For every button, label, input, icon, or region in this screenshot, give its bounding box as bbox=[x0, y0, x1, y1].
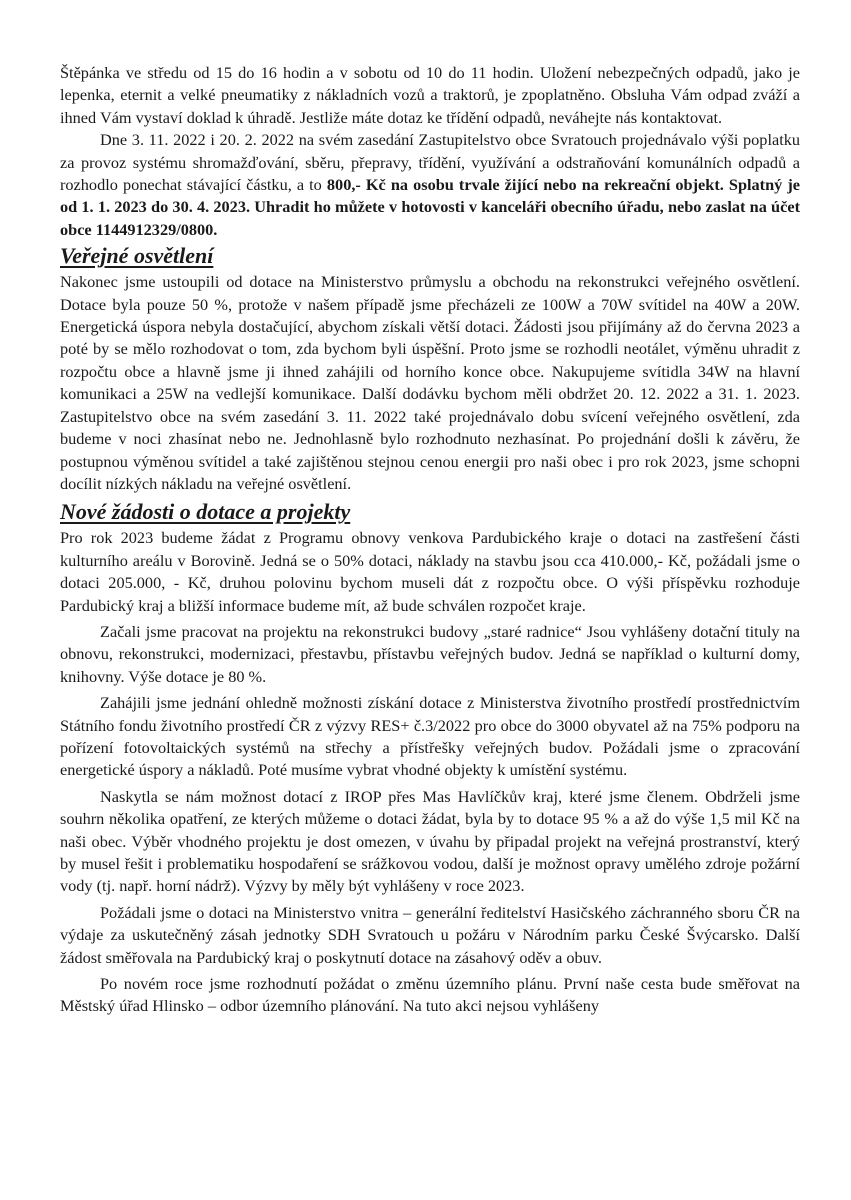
section-heading-lighting: Veřejné osvětlení bbox=[60, 243, 214, 269]
grants-paragraph-first: Pro rok 2023 budeme žádat z Programu obnovy venkova Pardubického kraje o dotaci na zastřešení části kulturního areálu v Borovině. Jedná se o 50% dotaci, náklady na stavbu jsou cca 410.000,- Kč, požádali jsme o dotaci 205.000, - Kč, druhou polovinu bychom museli dát z rozpočtu obce. O výši příspěvku rozhoduje Pardubický kraj a bližší informace budeme mít, až bude schválen rozpočet kraje. bbox=[60, 528, 800, 615]
fee-bold-text: 800,- Kč na osobu trvale žijící nebo na rekreační objekt. Splatný je od 1. 1. 2023 do 30. 4. 2023. Uhradit ho můžete v hotovosti v kanceláři obecního úřadu, nebo zaslat na účet obce 1144912329/0800. bbox=[60, 175, 801, 239]
section-heading-grants: Nové žádosti o dotace a projekty bbox=[60, 499, 351, 525]
grants-paragraph-uzemni-plan: Po novém roce jsme rozhodnutí požádat o změnu územního plánu. První naše cesta bude směřovat na Městský úřad Hlinsko – odbor územního plánování. Na tuto akci nejsou vyhlášeny bbox=[60, 974, 800, 1016]
grants-paragraph-fve: Zahájili jsme jednání ohledně možnosti získání dotace z Ministerstva životního prostředí prostřednictvím Státního fondu životního prostředí ČR z výzvy RES+ č.3/2022 pro obce do 3000 obyvatel až na 75% podporu na pořízení fotovoltaických systémů na střechy a přístřešky veřejných budov. Požádali jsme o zpracování energetické úspory a nákladů. Poté musíme vybrat vhodné objekty k umístění systému. bbox=[60, 693, 800, 780]
grants-paragraph-radnice: Začali jsme pracovat na projektu na rekonstrukci budovy „staré radnice“ Jsou vyhlášeny dotační tituly na obnovu, rekonstrukci, modernizaci, přestavbu, přístavbu veřejných budov. Jedná se například o kulturní domy, knihovny. Výše dotace je 80 %. bbox=[60, 621, 800, 686]
grants-paragraph-hzs: Požádali jsme o dotaci na Ministerstvo vnitra – generální ředitelství Hasičského záchranného sboru ČR na výdaje za uskutečněný zásah jednotky SDH Svratouch u požáru v Národním parku České Švýcarsko. Další žádost směřovala na Pardubický kraj o poskytnutí dotace na zásahový oděv a obuv. bbox=[60, 902, 800, 967]
fee-paragraph bbox=[60, 129, 800, 241]
fee-text: Dne 3. 11. 2022 i 20. 2. 2022 na svém zasedání Zastupitelstvo obce Svratouch projednávalo výši poplatku za provoz systému shromažďování, sběru, přepravy, třídění, využívání a odstraňování komunálních odpadů a rozhodlo ponechat stávající částku, a to bbox=[60, 130, 800, 195]
document-page bbox=[60, 62, 800, 1018]
lighting-paragraph: Nakonec jsme ustoupili od dotace na Ministerstvo průmyslu a obchodu na rekonstrukci veřejného osvětlení. Dotace byla pouze 50 %, protože v našem případě jsme přecházeli ze 100W a 70W svítidel na 40W a 20W. Energetická úspora nebyla dostačující, abychom získali větší dotaci. Žádosti jsou přijímány až do června 2023 a poté by se mělo rozhodovat o tom, zda bychom byli úspěšní. Proto jsme se rozhodli neotálet, výměnu uhradit z rozpočtu obce a hlavně jsme ji ihned zahájili od horního konce obce. Nakupujeme svítidla 34W na hlavní komunikaci a 25W na vedlejší komunikace. Další dodávku bychom měli obdržet 20. 12. 2022 a 31. 1. 2023. Zastupitelstvo obce na svém zasedání 3. 11. 2022 také projednávalo dobu svícení veřejného osvětlení, zda budeme v noci zhasínat nebo ne. Jednohlasně bylo rozhodnuto nezhasínat. Po projednání došli k závěru, že postupnou výměnou svítidel a také zajištěnou stejnou cenou energii pro naši obec i pro rok 2023, jsme schopni docílit nízkých nákladu na veřejné osvětlení. bbox=[60, 272, 800, 493]
intro-paragraph: Štěpánka ve středu od 15 do 16 hodin a v sobotu od 10 do 11 hodin. Uložení nebezpečných odpadů, jako je lepenka, eternit a velké pneumatiky z nákladních vozů a traktorů, je zpoplatněno. Obsluha Vám odpad zváží a ihned Vám vystaví doklad k úhradě. Jestliže máte dotaz ke třídění odpadů, neváhejte nás kontaktovat. bbox=[60, 63, 800, 127]
grants-paragraph-irop: Naskytla se nám možnost dotací z IROP přes Mas Havlíčkův kraj, které jsme členem. Obdrželi jsme souhrn několika opatření, ze kterých můžeme o dotaci žádat, byla by to dotace 95 % a až do výše 1,5 mil Kč na naši obec. Výběr vhodného projektu je dost omezen, v úvahu by připadal projekt na veřejná prostranství, který by musel řešit i problematiku hospodaření se srážkovou vodou, další je možnost opravy umělého zdroje požární vody (tj. např. horní nádrž). Výzvy by měly být vyhlášeny v roce 2023. bbox=[60, 786, 800, 896]
